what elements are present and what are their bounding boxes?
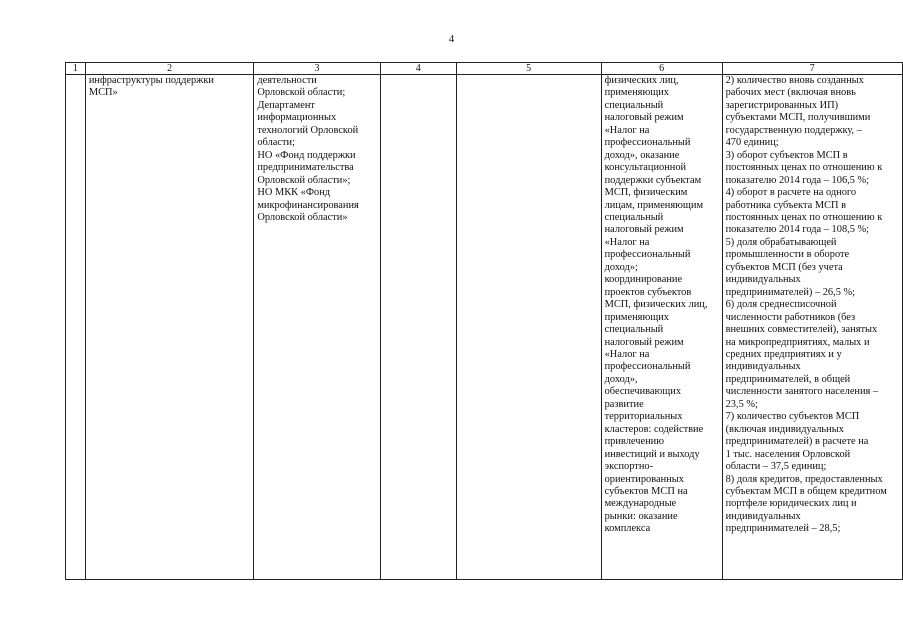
- cell-col-4: [380, 75, 456, 580]
- column-header-4: 4: [380, 63, 456, 75]
- column-header-1: 1: [66, 63, 86, 75]
- cell-col-2: инфраструктуры поддержки МСП»: [85, 75, 253, 580]
- cell-col-1: [66, 75, 86, 580]
- cell-col-7: 2) количество вновь созданных рабочих мест (включая вновь зарегистрированных ИП) субъектами МСП, получившими государственную поддержку, – 470 единиц; 3) оборот субъектов МСП в постоянных ценах по отношению к показателю 2014 года – 106,5 %; 4) оборот в расчете на одного работника субъекта МСП в постоянных ценах по отношению к показателю 2014 года – 108,5 %; 5) доля обрабатывающей промышленности в обороте субъектов МСП (без учета индивидуальных предпринимателей) – 26,5 %; 6) доля среднесписочной численности работников (без внешних совместителей), занятых на микропредприятиях, малых и средних предприятиях и у индивидуальных предпринимателей, в общей численности занятого населения – 23,5 %; 7) количество субъектов МСП (включая индивидуальных предпринимателей) в расчете на 1 тыс. населения Орловской области – 37,5 единиц; 8) доля кредитов, предоставленных субъектам МСП в общем кредитном портфеле юридических лиц и индивидуальных предпринимателей – 28,5;: [722, 75, 902, 580]
- column-header-7: 7: [722, 63, 902, 75]
- column-header-5: 5: [456, 63, 601, 75]
- cell-col-5: [456, 75, 601, 580]
- table-header-row: [66, 63, 903, 75]
- cell-col-3: деятельности Орловской области; Департамент информационных технологий Орловской области; НО «Фонд поддержки предпринимательства Орловской области»; НО МКК «Фонд микрофинансирования Орловской области»: [254, 75, 380, 580]
- table-row: [66, 75, 903, 580]
- program-table: [65, 62, 903, 580]
- page-number: 4: [448, 33, 455, 45]
- column-header-6: 6: [601, 63, 722, 75]
- column-header-3: 3: [254, 63, 380, 75]
- column-header-2: 2: [85, 63, 253, 75]
- cell-col-6: физических лиц, применяющих специальный налоговый режим «Налог на профессиональный доход», оказание консультационной поддержки субъектам МСП, физическим лицам, применяющим специальный налоговый режим «Налог на профессиональный доход»; координирование проектов субъектов МСП, физических лиц, применяющих специальный налоговый режим «Налог на профессиональный доход», обеспечивающих развитие территориальных кластеров: содействие привлечению инвестиций и выходу экспортно- ориентированных субъектов МСП на международные рынки: оказание комплекса: [601, 75, 722, 580]
